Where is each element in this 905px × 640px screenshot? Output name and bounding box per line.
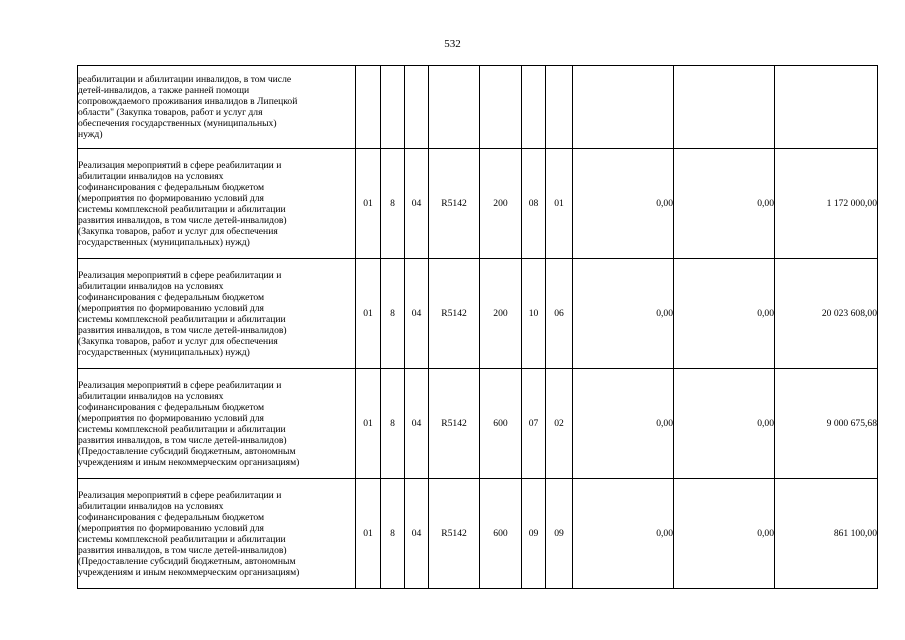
amount-3: 1 172 000,00	[775, 149, 878, 259]
amount-3: 9 000 675,68	[775, 369, 878, 479]
amount-2: 0,00	[674, 479, 775, 589]
table-row	[78, 259, 878, 369]
subsection-code: 09	[546, 479, 573, 589]
expense-type-code: 600	[480, 369, 522, 479]
subsection-code: 06	[546, 259, 573, 369]
event-code: 04	[405, 479, 429, 589]
direction-code: R5142	[429, 479, 480, 589]
table-row	[78, 369, 878, 479]
section-code: 09	[522, 479, 546, 589]
amount-3: 20 023 608,00	[775, 259, 878, 369]
amount-2	[674, 66, 775, 149]
subprogram-code	[381, 66, 405, 149]
event-code: 04	[405, 149, 429, 259]
amount-3	[775, 66, 878, 149]
row-description: Реализация мероприятий в сфере реабилитации и абилитации инвалидов на условиях софинансирования с федеральным бюджетом (мероприятия по формированию условий для системы комплексной реабилитации и абилитации развития инвалидов, в том числе детей-инвалидов) (Предоставление субсидий бюджетным, автономным учреждениям и иным некоммерческим организациям)	[78, 479, 356, 589]
amount-1: 0,00	[573, 479, 674, 589]
program-code: 01	[356, 369, 381, 479]
section-code	[522, 66, 546, 149]
table-row	[78, 479, 878, 589]
amount-2: 0,00	[674, 369, 775, 479]
program-code: 01	[356, 149, 381, 259]
subprogram-code: 8	[381, 479, 405, 589]
event-code: 04	[405, 259, 429, 369]
amount-1: 0,00	[573, 369, 674, 479]
section-code: 10	[522, 259, 546, 369]
table-row	[78, 66, 878, 149]
direction-code	[429, 66, 480, 149]
program-code	[356, 66, 381, 149]
section-code: 07	[522, 369, 546, 479]
subprogram-code: 8	[381, 369, 405, 479]
subprogram-code: 8	[381, 259, 405, 369]
budget-table	[77, 65, 878, 589]
page-number: 532	[444, 38, 461, 50]
program-code: 01	[356, 479, 381, 589]
amount-2: 0,00	[674, 149, 775, 259]
amount-1: 0,00	[573, 259, 674, 369]
subsection-code: 01	[546, 149, 573, 259]
row-description: Реализация мероприятий в сфере реабилитации и абилитации инвалидов на условиях софинансирования с федеральным бюджетом (мероприятия по формированию условий для системы комплексной реабилитации и абилитации развития инвалидов, в том числе детей-инвалидов) (Закупка товаров, работ и услуг для обеспечения государственных (муниципальных) нужд)	[78, 149, 356, 259]
expense-type-code	[480, 66, 522, 149]
event-code: 04	[405, 369, 429, 479]
direction-code: R5142	[429, 149, 480, 259]
amount-2: 0,00	[674, 259, 775, 369]
section-code: 08	[522, 149, 546, 259]
expense-type-code: 600	[480, 479, 522, 589]
subsection-code	[546, 66, 573, 149]
table-row	[78, 149, 878, 259]
direction-code: R5142	[429, 369, 480, 479]
row-description: реабилитации и абилитации инвалидов, в том числе детей-инвалидов, а также ранней помощи сопровождаемого проживания инвалидов в Липецкой области" (Закупка товаров, работ и услуг для обеспечения государственных (муниципальных) нужд)	[78, 66, 356, 149]
amount-3: 861 100,00	[775, 479, 878, 589]
amount-1: 0,00	[573, 149, 674, 259]
row-description: Реализация мероприятий в сфере реабилитации и абилитации инвалидов на условиях софинансирования с федеральным бюджетом (мероприятия по формированию условий для системы комплексной реабилитации и абилитации развития инвалидов, в том числе детей-инвалидов) (Закупка товаров, работ и услуг для обеспечения государственных (муниципальных) нужд)	[78, 259, 356, 369]
expense-type-code: 200	[480, 259, 522, 369]
program-code: 01	[356, 259, 381, 369]
expense-type-code: 200	[480, 149, 522, 259]
subprogram-code: 8	[381, 149, 405, 259]
amount-1	[573, 66, 674, 149]
subsection-code: 02	[546, 369, 573, 479]
event-code	[405, 66, 429, 149]
direction-code: R5142	[429, 259, 480, 369]
row-description: Реализация мероприятий в сфере реабилитации и абилитации инвалидов на условиях софинансирования с федеральным бюджетом (мероприятия по формированию условий для системы комплексной реабилитации и абилитации развития инвалидов, в том числе детей-инвалидов) (Предоставление субсидий бюджетным, автономным учреждениям и иным некоммерческим организациям)	[78, 369, 356, 479]
